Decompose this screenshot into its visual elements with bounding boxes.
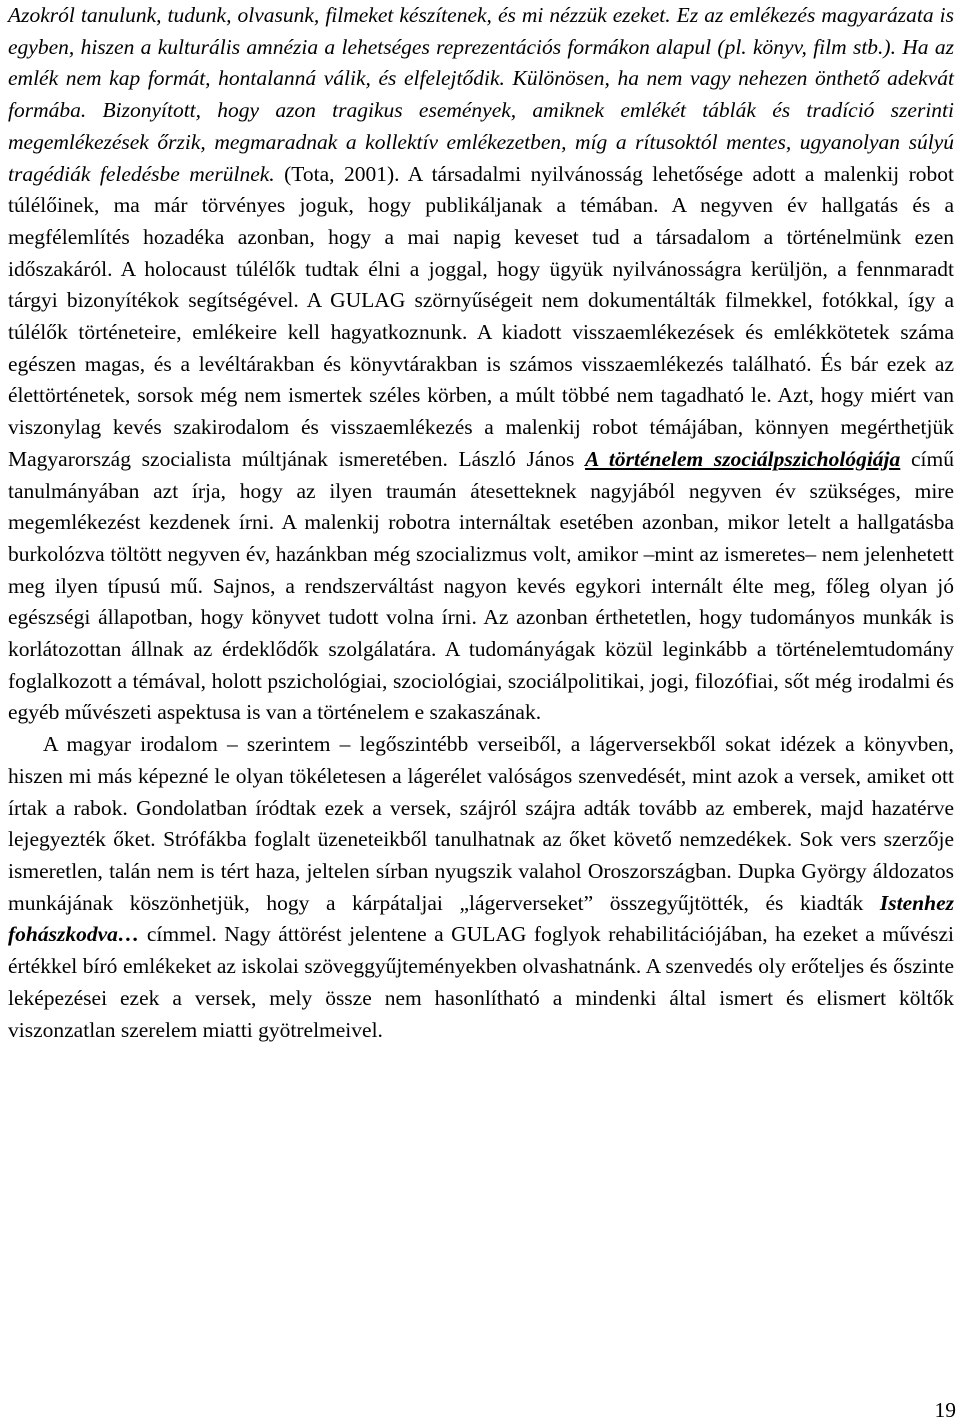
paragraph-1	[8, 0, 954, 729]
paragraph-2-text-a: A magyar irodalom – szerintem – legőszintébb verseiből, a lágerversekből sokat idézek a könyvben, hiszen mi más képezné le olyan tökéletesen a lágerélet valóságos szenvedését, mint azok a versek, amiket ott írtak a rabok. Gondolatban íródtak ezek a versek, szájról szájra adták tovább az emberek, majd hazatérve lejegyezték őket. Strófákba foglalt üzeneteikből tanulhatnak az őket követő nemzedékek. Sok vers szerzője ismeretlen, talán nem is tért haza, jeltelen sírban nyugszik valahol Oroszországban. Dupka György áldozatos munkájának köszönhetjük, hogy a kárpátaljai „lágerverseket” összegyűjtötték, és kiadták	[8, 732, 954, 915]
book-title-istenhez-foh: Istenhez fohászkodva…	[8, 890, 954, 947]
paragraph-1-text-a: (Tota, 2001). A társadalmi nyilvánosság lehetősége adott a malenkij robot túlélőinek, ma már törvényes joguk, hogy publikáljanak a témában. A negyven év hallgatás és a megfélemlítés hozadéka azonban, hogy a mai napig keveset tud a társadalom a történelmünk ezen időszakáról. A holocaust túlélők tudtak élni a joggal, hogy ügyük nyilvánosságra kerüljön, a fennmaradt tárgyi bizonyítékok segítségével. A GULAG szörnyűségeit nem dokumentálták filmekkel, fotókkal, így a túlélők történeteire, emlékeire kell hagyatkoznunk. A kiadott visszaemlékezések és emlékkötetek száma egészen magas, és a levéltárakban és könyvtárakban is számos visszaemlékezés található. És bár ezek az élettörténetek, sorsok még nem ismertek széles körben, a múlt többé nem tagadható le. Azt, hogy miért van viszonylag kevés szakirodalom és visszaemlékezés a malenkij robot témájában, könnyen megérthetjük Magyarország szocialista múltjának ismeretében. László János	[8, 161, 954, 471]
page-number: 19	[934, 1398, 956, 1422]
book-title-tortenelem-szocialpszichologiaja: A történelem szociálpszichológiája	[585, 446, 901, 471]
paragraph-1-text-b: című tanulmányában azt írja, hogy az ilyen traumán átesetteknek nagyjából negyven év szükséges, mire megemlékezést kezdenek írni. A malenkij robotra internáltak esetében azonban, mikor letelt a hallgatásba burkolózva töltött negyven év, hazánkban még szocializmus volt, amikor –mint az ismeretes– nem jelenhetett meg ilyen típusú mű. Sajnos, a rendszerváltást nagyon kevés egykori internált élte meg, főleg olyan jó egészségi állapotban, hogy könyvet tudott volna írni. Az azonban érthetetlen, hogy tudományos munkák is korlátozottan állnak az érdeklődők szolgálatára. A tudományágak közül leginkább a történelemtudomány foglalkozott a témával, holott pszichológiai, szociológiai, szociálpolitikai, jogi, filozófiai, sőt még irodalmi és egyéb művészeti aspektusa is van a történelem e szakaszának.	[8, 446, 954, 725]
paragraph-2	[8, 729, 954, 1046]
paragraph-2-text-b: címmel. Nagy áttörést jelentene a GULAG foglyok rehabilitációjában, ha ezeket a művészi értékkel bíró emlékeket az iskolai szöveggyűjteményekben olvashatnánk. A szenvedés oly erőteljes és őszinte leképezései ezek a versek, mely össze nem hasonlítható a mindenki által ismert és elismert költők viszonzatlan szerelem miatti gyötrelmeivel.	[8, 922, 954, 1042]
italic-passage: Azokról tanulunk, tudunk, olvasunk, filmeket készítenek, és mi nézzük ezeket. Ez az emlékezés magyarázata is egyben, hiszen a kulturális amnézia a lehetséges reprezentációs formákon alapul (pl. könyv, film stb.). Ha az emlék nem kap formát, hontalanná válik, és elfelejtődik. Különösen, ha nem vagy nehezen önthető adekvát formába. Bizonyított, hogy azon tragikus események, amiknek emlékét táblák és tradíció szerinti megemlékezések őrzik, megmaradnak a kollektív emlékezetben, míg a rítusoktól mentes, ugyanolyan súlyú tragédiák feledésbe merülnek.	[8, 3, 954, 186]
document-page	[8, 0, 954, 1046]
